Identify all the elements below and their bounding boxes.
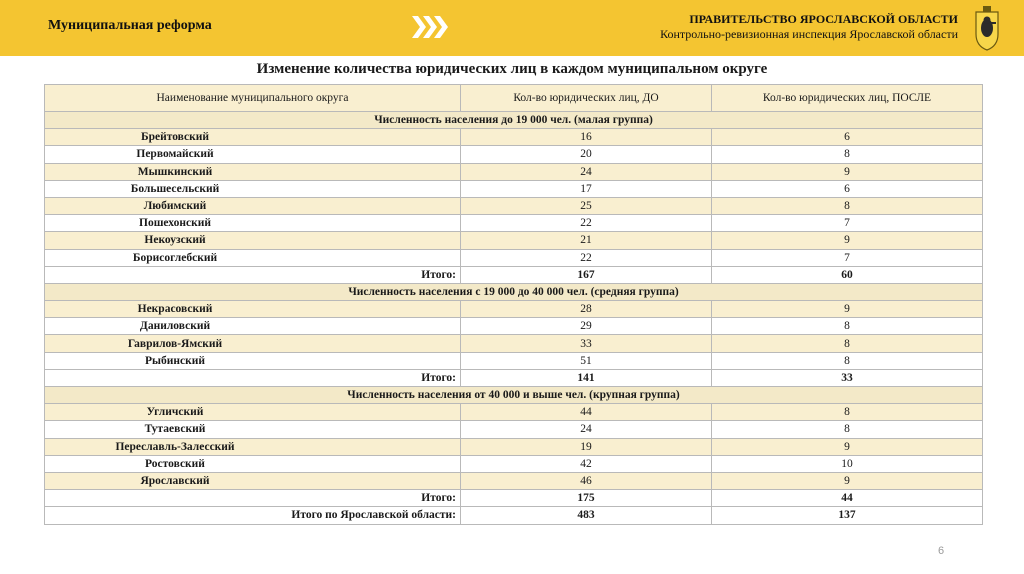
table-row (45, 129, 983, 146)
count-after-cell: 9 (712, 438, 983, 455)
district-cell (45, 129, 461, 146)
district-name: Ярославский (140, 475, 210, 488)
district-name: Тутаевский (144, 423, 206, 436)
count-after-cell: 9 (712, 232, 983, 249)
count-after-cell: 8 (712, 318, 983, 335)
legal-entities-table (44, 84, 983, 525)
district-cell (45, 197, 461, 214)
count-before-cell: 29 (461, 318, 712, 335)
district-name: Борисоглебский (132, 251, 218, 264)
page-title: Изменение количества юридических лиц в каждом муниципальном округе (256, 61, 768, 77)
group-total-row (45, 490, 983, 507)
count-before-cell: 22 (461, 215, 712, 232)
total-after-cell: 44 (712, 490, 983, 507)
district-name: Гаврилов-Ямский (127, 337, 223, 350)
count-after-cell: 8 (712, 352, 983, 369)
district-cell (45, 180, 461, 197)
count-before-cell: 28 (461, 301, 712, 318)
table-row (45, 455, 983, 472)
district-name: Первомайский (136, 148, 214, 161)
table-row (45, 404, 983, 421)
group-header-row (45, 387, 983, 404)
total-before-cell: 175 (461, 490, 712, 507)
count-after-cell: 8 (712, 146, 983, 163)
group-label: Численность населения от 40 000 и выше чел. (крупная группа) (45, 387, 983, 404)
count-after-cell: 9 (712, 163, 983, 180)
district-cell (45, 318, 461, 335)
table-row (45, 232, 983, 249)
district-cell (45, 472, 461, 489)
district-name: Пошехонский (139, 217, 211, 230)
grand-total-after-cell: 137 (712, 507, 983, 524)
count-after-cell: 8 (712, 404, 983, 421)
table-row (45, 180, 983, 197)
organization-block (660, 12, 958, 42)
group-header-row (45, 283, 983, 300)
column-header-after: Кол-во юридических лиц, ПОСЛЕ (712, 85, 983, 112)
table-row (45, 472, 983, 489)
group-total-row (45, 266, 983, 283)
table-row (45, 163, 983, 180)
table-row (45, 215, 983, 232)
district-cell (45, 335, 461, 352)
district-name: Любимский (143, 200, 207, 213)
group-header-row (45, 112, 983, 129)
district-name: Переславль-Залесский (115, 440, 235, 453)
count-before-cell: 51 (461, 352, 712, 369)
count-before-cell: 33 (461, 335, 712, 352)
group-label: Численность населения с 19 000 до 40 000 чел. (средняя группа) (45, 283, 983, 300)
district-name: Большесельский (130, 182, 220, 195)
total-label: Итого: (45, 490, 461, 507)
table-row (45, 249, 983, 266)
column-header-before: Кол-во юридических лиц, ДО (461, 85, 712, 112)
district-cell (45, 404, 461, 421)
table-row (45, 421, 983, 438)
count-before-cell: 42 (461, 455, 712, 472)
total-after-cell: 60 (712, 266, 983, 283)
grand-total-before-cell: 483 (461, 507, 712, 524)
table-row (45, 318, 983, 335)
district-name: Даниловский (139, 320, 211, 333)
district-cell (45, 163, 461, 180)
district-cell (45, 249, 461, 266)
count-after-cell: 8 (712, 421, 983, 438)
count-before-cell: 24 (461, 421, 712, 438)
table-row (45, 146, 983, 163)
inspection-name: Контрольно-ревизионная инспекция Ярославской области (660, 27, 958, 41)
total-label: Итого: (45, 369, 461, 386)
count-after-cell: 8 (712, 197, 983, 214)
table-row (45, 197, 983, 214)
total-after-cell: 33 (712, 369, 983, 386)
grand-total-label: Итого по Ярославской области: (45, 507, 461, 524)
table-row (45, 352, 983, 369)
district-name: Ростовский (145, 457, 205, 470)
count-after-cell: 9 (712, 472, 983, 489)
count-after-cell: 7 (712, 249, 983, 266)
district-name: Некрасовский (137, 303, 213, 316)
district-cell (45, 421, 461, 438)
district-cell (45, 352, 461, 369)
count-before-cell: 16 (461, 129, 712, 146)
coat-of-arms-icon (973, 4, 1001, 52)
table-row (45, 301, 983, 318)
count-before-cell: 44 (461, 404, 712, 421)
government-name: ПРАВИТЕЛЬСТВО ЯРОСЛАВСКОЙ ОБЛАСТИ (689, 12, 958, 26)
district-cell (45, 438, 461, 455)
district-cell (45, 301, 461, 318)
table-header-row (45, 85, 983, 112)
count-before-cell: 22 (461, 249, 712, 266)
district-cell (45, 215, 461, 232)
district-name: Мышкинский (137, 165, 213, 178)
count-after-cell: 10 (712, 455, 983, 472)
total-before-cell: 141 (461, 369, 712, 386)
district-cell (45, 146, 461, 163)
count-before-cell: 20 (461, 146, 712, 163)
count-before-cell: 25 (461, 197, 712, 214)
district-name: Рыбинский (145, 354, 205, 367)
count-before-cell: 24 (461, 163, 712, 180)
district-name: Угличский (146, 406, 204, 419)
district-cell (45, 232, 461, 249)
grand-total-row (45, 507, 983, 524)
page-number: 6 (938, 545, 945, 557)
district-name: Брейтовский (140, 131, 210, 144)
total-before-cell: 167 (461, 266, 712, 283)
count-before-cell: 17 (461, 180, 712, 197)
count-before-cell: 46 (461, 472, 712, 489)
count-before-cell: 21 (461, 232, 712, 249)
count-after-cell: 8 (712, 335, 983, 352)
district-name: Некоузский (144, 234, 206, 247)
table-body (45, 85, 983, 525)
district-cell (45, 455, 461, 472)
count-after-cell: 9 (712, 301, 983, 318)
group-label: Численность населения до 19 000 чел. (малая группа) (45, 112, 983, 129)
count-after-cell: 7 (712, 215, 983, 232)
section-title: Муниципальная реформа (48, 18, 212, 33)
chevrons-icon (412, 16, 445, 38)
header-band (0, 0, 1024, 56)
count-after-cell: 6 (712, 129, 983, 146)
table-row (45, 335, 983, 352)
total-label: Итого: (45, 266, 461, 283)
column-header-district: Наименование муниципального округа (45, 85, 461, 112)
table-row (45, 438, 983, 455)
group-total-row (45, 369, 983, 386)
count-before-cell: 19 (461, 438, 712, 455)
count-after-cell: 6 (712, 180, 983, 197)
